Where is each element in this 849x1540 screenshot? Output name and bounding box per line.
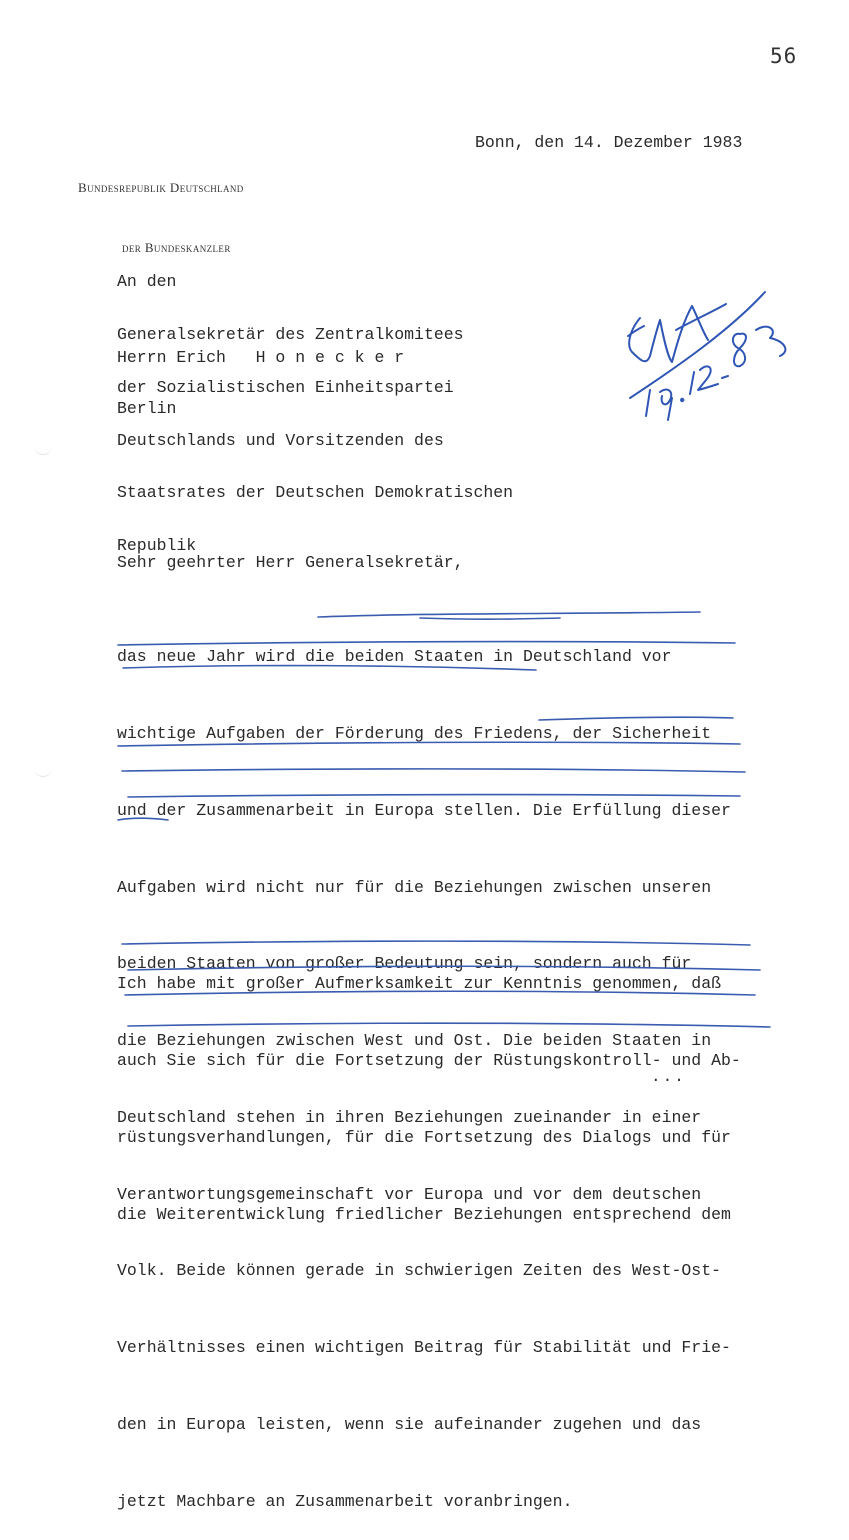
handwritten-initials-icon	[628, 304, 726, 362]
body-line: die Weiterentwicklung friedlicher Beziehungen entsprechend dem	[117, 1204, 731, 1224]
body-line: Verantwortungsgemeinschaft vor Europa und vor dem deutschen	[117, 1184, 702, 1204]
address-line: Generalsekretär des Zentralkomitees	[117, 324, 464, 344]
body-line: Aufgaben wird nicht nur für die Beziehungen zwischen unseren	[117, 877, 712, 897]
address-line: An den	[117, 272, 177, 292]
body-line: Deutschland stehen in ihren Beziehungen zueinander in einer	[117, 1107, 702, 1127]
letterhead-office: der Bundeskanzler	[122, 240, 231, 255]
pen-underlines	[118, 612, 770, 1027]
body-line: und der Zusammenarbeit in Europa stellen. Die Erfüllung dieser	[117, 800, 731, 820]
body-line: jetzt Machbare an Zusammenarbeit voranbringen.	[117, 1491, 573, 1511]
salutation: Sehr geehrter Herr Generalsekretär,	[117, 553, 464, 572]
body-line: Volk. Beide können gerade in schwierigen Zeiten des West-Ost-	[117, 1261, 721, 1281]
body-line: den in Europa leisten, wenn sie aufeinander zugehen und das	[117, 1415, 702, 1434]
page-number: 56	[770, 44, 798, 68]
annotation-slash-icon	[630, 292, 765, 398]
address-line: der Sozialistischen Einheitspartei	[117, 377, 454, 397]
body-line: wichtige Aufgaben der Förderung des Friedens, der Sicherheit	[117, 723, 712, 743]
body-line: die Beziehungen zwischen West und Ost. Die beiden Staaten in	[117, 1031, 712, 1051]
recipient-city: Berlin	[117, 399, 177, 418]
address-line: Staatsrates der Deutschen Demokratischen	[117, 483, 514, 503]
body-line: Ich habe mit großer Aufmerksamkeit zur Kenntnis genommen, daß	[117, 974, 721, 994]
address-line: Deutschlands und Vorsitzenden des	[117, 430, 444, 450]
recipient-name: Herrn Erich H o n e c k e r	[117, 348, 405, 367]
date-line: Bonn, den 14. Dezember 1983	[475, 133, 743, 152]
body-line: das neue Jahr wird die beiden Staaten in Deutschland vor	[117, 647, 672, 667]
body-line: beiden Staaten von großer Bedeutung sein, sondern auch für	[117, 954, 692, 974]
body-line: rüstungsverhandlungen, für die Fortsetzung des Dialogs und für	[117, 1127, 731, 1147]
address-line: Republik	[117, 536, 197, 556]
letterhead-country: Bundesrepublik Deutschland	[78, 180, 244, 195]
body-line: Verhältnisses einen wichtigen Beitrag für Stabilität und Frie-	[117, 1338, 731, 1358]
continuation-marker: ...	[651, 1068, 686, 1086]
body-line: auch Sie sich für die Fortsetzung der Rüstungskontroll- und Ab-	[117, 1050, 741, 1070]
